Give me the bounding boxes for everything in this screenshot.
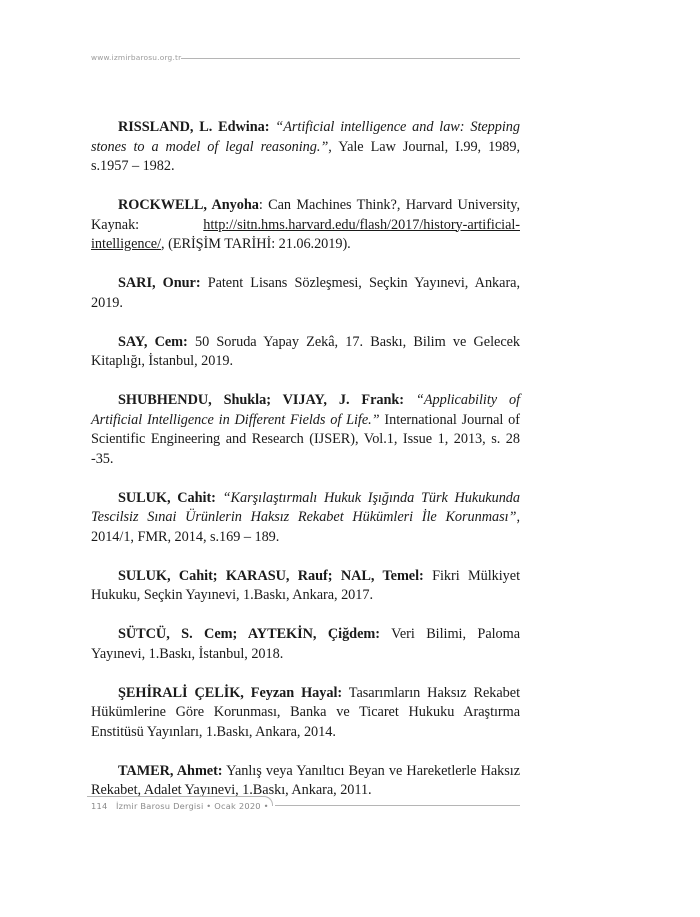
reference-entry <box>91 625 520 664</box>
reference-author: RISSLAND, L. Edwina: <box>118 119 270 135</box>
reference-details: : Can Machines Think?, Harvard University, Kaynak: <box>91 197 520 233</box>
reference-link[interactable]: http://sitn.hms.harvard.edu/flash/2017/history-artificial-intelligence/ <box>91 216 520 252</box>
journal-name: İzmir Barosu Dergisi <box>115 801 204 811</box>
reference-entry <box>91 567 520 606</box>
reference-entry <box>91 274 520 313</box>
reference-author: SAY, Cem: <box>118 333 188 350</box>
reference-details: Tasarımların Haksız Rekabet Hükümlerine Göre Korunması, Banka ve Ticaret Hukuku Araştırma Enstitüsü Yayınları, 1.Baskı, Ankara, 2014. <box>91 684 521 740</box>
reference-entry <box>91 391 520 469</box>
page-header <box>91 53 520 67</box>
reference-entry <box>91 333 520 372</box>
page-footer <box>91 801 520 815</box>
reference-author: SARI, Onur: <box>118 275 201 291</box>
reference-details: Fikri Mülkiyet Hukuku, Seçkin Yayınevi, 1.Baskı, Ankara, 2017. <box>91 567 521 603</box>
header-url: www.izmirbarosu.org.tr <box>91 53 182 62</box>
footer-rule <box>275 805 520 806</box>
reference-title: “Applicability of Artificial Intelligence in Different Fields of Life.” <box>91 392 520 428</box>
reference-entry <box>91 118 520 177</box>
reference-entry <box>91 684 520 743</box>
reference-entry <box>91 196 520 255</box>
reference-entry <box>91 489 520 548</box>
journal-issue: Ocak 2020 <box>214 801 261 811</box>
reference-author: ROCKWELL, Anyoha <box>118 197 259 213</box>
reference-details: 50 Soruda Yapay Zekâ, 17. Baskı, Bilim ve Gelecek Kitaplığı, İstanbul, 2019. <box>91 333 521 369</box>
reference-author: SULUK, Cahit: <box>118 489 216 506</box>
reference-access-date: , (ERİŞİM TARİHİ: 21.06.2019). <box>161 236 351 252</box>
reference-author: SULUK, Cahit; KARASU, Rauf; NAL, Temel: <box>118 567 424 584</box>
reference-author: ŞEHİRALİ ÇELİK, Feyzan Hayal: <box>118 684 343 701</box>
footer-end-mark: • <box>263 801 269 811</box>
reference-author: SÜTCÜ, S. Cem; AYTEKİN, Çiğdem: <box>118 626 380 642</box>
references-list <box>91 118 520 820</box>
header-rule <box>181 58 520 59</box>
reference-details: Veri Bilimi, Paloma Yayınevi, 1.Baskı, İstanbul, 2018. <box>91 626 520 662</box>
reference-details: Patent Lisans Sözleşmesi, Seçkin Yayınevi, Ankara, 2019. <box>91 275 520 311</box>
reference-author: SHUBHENDU, Shukla; VIJAY, J. Frank: <box>118 392 404 408</box>
reference-details: , 2014/1, FMR, 2014, s.169 – 189. <box>91 509 520 545</box>
reference-title: “Artificial intelligence and law: Stepping stones to a model of legal reasoning.” <box>91 119 520 155</box>
footer-separator: • <box>206 801 212 811</box>
reference-author: TAMER, Ahmet: <box>118 762 223 779</box>
reference-details: , Yale Law Journal, I.99, 1989, s.1957 – 1982. <box>91 138 520 174</box>
reference-details: Yanlış veya Yanıltıcı Beyan ve Hareketlerle Haksız Rekabet, Adalet Yayınevi, 1.Baskı, Ankara, 2011. <box>91 762 521 798</box>
reference-title: “Karşılaştırmalı Hukuk Işığında Türk Hukukunda Tescilsiz Sınai Ürünlerin Haksız Rekabet Hükümleri İle Korunması” <box>91 489 520 525</box>
page-number: 114 <box>91 801 108 811</box>
footer-text <box>91 801 269 811</box>
reference-details: International Journal of Scientific Engineering and Research (IJSER), Vol.1, Issue 1, 2013, s. 28 -35. <box>91 411 520 467</box>
reference-entry <box>91 762 520 801</box>
